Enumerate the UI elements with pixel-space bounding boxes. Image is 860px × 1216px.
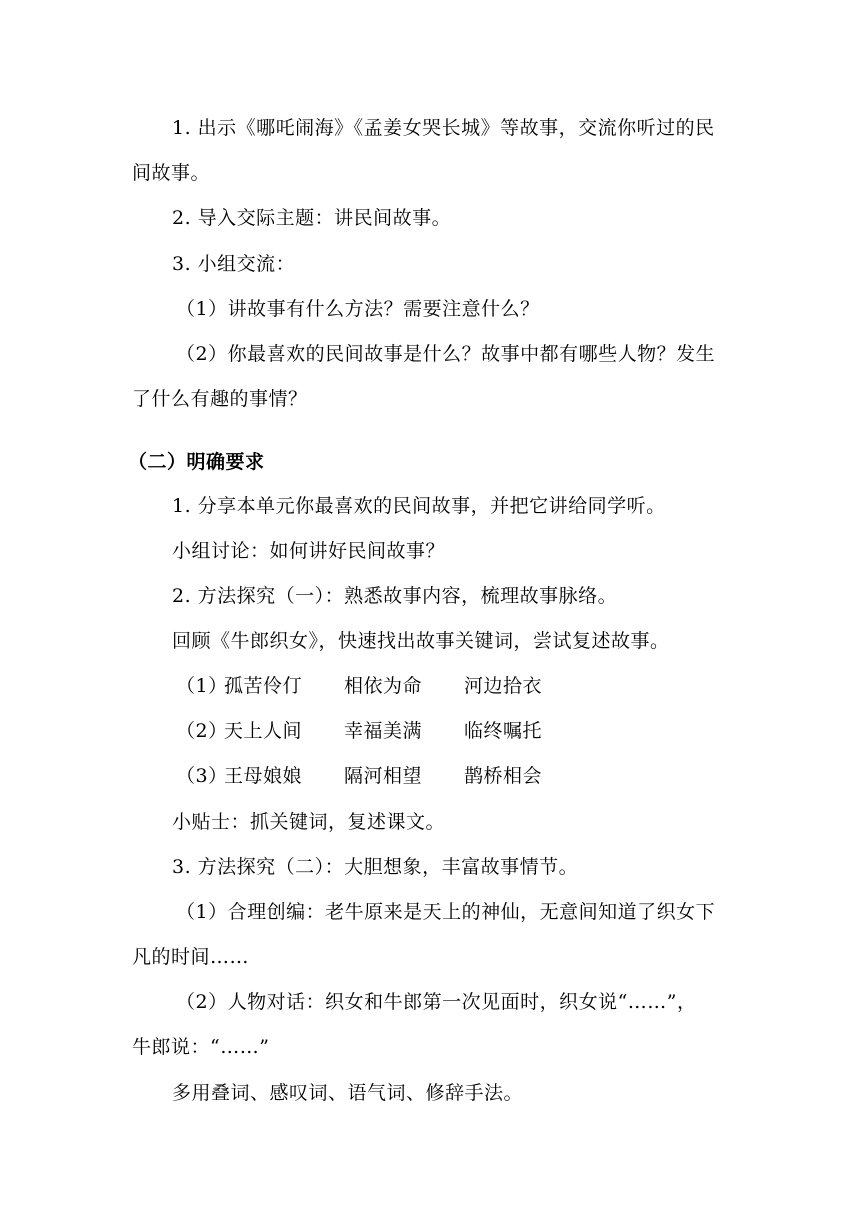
paragraph-line: 牛郎说：“……”	[132, 1036, 270, 1058]
paragraph-line: （2）人物对话：织女和牛郎第一次见面时，织女说“……”，	[176, 991, 697, 1013]
keyword: 孤苦伶仃	[224, 675, 303, 697]
paragraph-line: 2. 方法探究（一）：熟悉故事内容，梳理故事脉络。	[172, 585, 618, 607]
paragraph-line: 1. 出示《哪吒闹海》《孟姜女哭长城》等故事，交流你听过的民	[172, 117, 715, 139]
paragraph-line: （1）讲故事有什么方法？需要注意什么？	[176, 298, 540, 320]
paragraph-line: 小贴士：抓关键词，复述课文。	[172, 811, 446, 833]
paragraph-line: 多用叠词、感叹词、语气词、修辞手法。	[172, 1082, 524, 1104]
paragraph-line: 3. 小组交流：	[172, 253, 296, 275]
paragraph-line: 了什么有趣的事情？	[132, 388, 308, 410]
keyword: 临终嘱托	[464, 720, 543, 742]
keyword: 河边拾衣	[464, 675, 543, 697]
keyword: 隔河相望	[344, 765, 423, 787]
keyword: 相依为命	[344, 675, 423, 697]
keyword-row-number: （1）	[176, 675, 228, 697]
section-heading: （二）明确要求	[128, 451, 265, 473]
keyword: 天上人间	[224, 720, 303, 742]
keyword: 幸福美满	[344, 720, 423, 742]
paragraph-line: 1. 分享本单元你最喜欢的民间故事，并把它讲给同学听。	[172, 495, 666, 517]
keyword-row-number: （2）	[176, 720, 228, 742]
paragraph-line: 3. 方法探究（二）：大胆想象，丰富故事情节。	[172, 856, 579, 878]
paragraph-line: （1）合理创编：老牛原来是天上的神仙，无意间知道了织女下	[176, 901, 716, 923]
keyword-row-number: （3）	[176, 765, 228, 787]
keyword: 王母娘娘	[224, 765, 303, 787]
paragraph-line: 2. 导入交际主题：讲民间故事。	[172, 207, 452, 229]
paragraph-line: 凡的时间……	[132, 946, 250, 968]
keyword: 鹊桥相会	[464, 765, 543, 787]
paragraph-line: 回顾《牛郎织女》，快速找出故事关键词，尝试复述故事。	[172, 630, 670, 652]
paragraph-line: （2）你最喜欢的民间故事是什么？故事中都有哪些人物？发生	[176, 343, 716, 365]
paragraph-line: 间故事。	[132, 162, 211, 184]
paragraph-line: 小组讨论：如何讲好民间故事？	[172, 540, 446, 562]
